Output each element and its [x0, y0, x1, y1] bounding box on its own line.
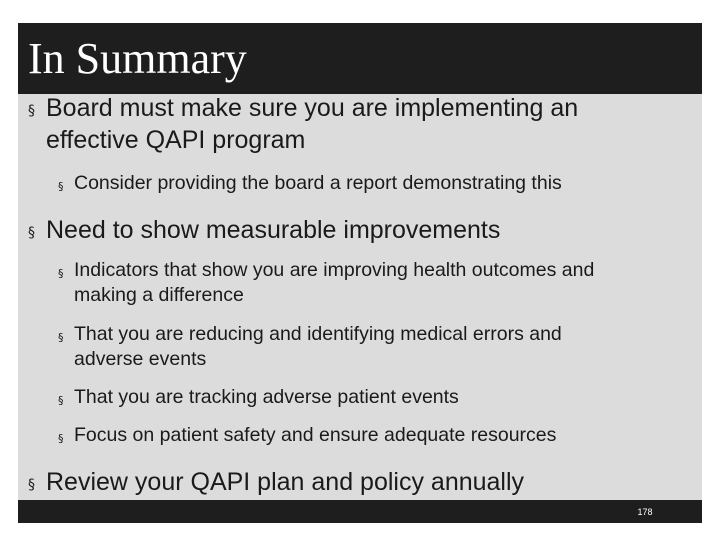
bullet-text-line: That you are reducing and identifying medical errors and	[74, 323, 562, 345]
bullet-icon: §	[58, 267, 64, 280]
sub-bullet-item	[58, 258, 595, 308]
bullet-item	[28, 92, 579, 156]
bullet-icon: §	[28, 103, 35, 119]
sub-bullet-item	[58, 322, 562, 372]
footer-bar	[18, 500, 702, 523]
bullet-text-line: Board must make sure you are implementing an	[46, 94, 579, 122]
bullet-icon: §	[58, 394, 64, 407]
bullet-icon: §	[28, 225, 35, 241]
bullet-text-line: Need to show measurable improvements	[46, 216, 501, 244]
bullet-icon: §	[58, 331, 64, 344]
sub-bullet-item	[58, 423, 557, 448]
bullet-text-line: That you are tracking adverse patient events	[74, 386, 459, 408]
bullet-text-line: making a difference	[74, 284, 244, 306]
bullet-text-line: Focus on patient safety and ensure adequate resources	[74, 424, 557, 446]
bullet-text-line: Consider providing the board a report demonstrating this	[74, 172, 562, 194]
bullet-icon: §	[58, 180, 64, 193]
bullet-icon: §	[28, 477, 35, 493]
bullet-text-line: adverse events	[74, 348, 207, 370]
bullet-item	[28, 214, 501, 246]
bullet-text-line: Indicators that show you are improving health outcomes and	[74, 259, 595, 281]
page-number: 178	[637, 507, 653, 517]
bullet-text-line: Review your QAPI plan and policy annually	[46, 468, 525, 496]
bullet-icon: §	[58, 432, 64, 445]
bullet-text-line: effective QAPI program	[46, 126, 306, 154]
sub-bullet-item	[58, 171, 562, 196]
bullet-item	[28, 466, 525, 498]
sub-bullet-item	[58, 385, 459, 410]
slide-title: In Summary	[28, 34, 247, 83]
